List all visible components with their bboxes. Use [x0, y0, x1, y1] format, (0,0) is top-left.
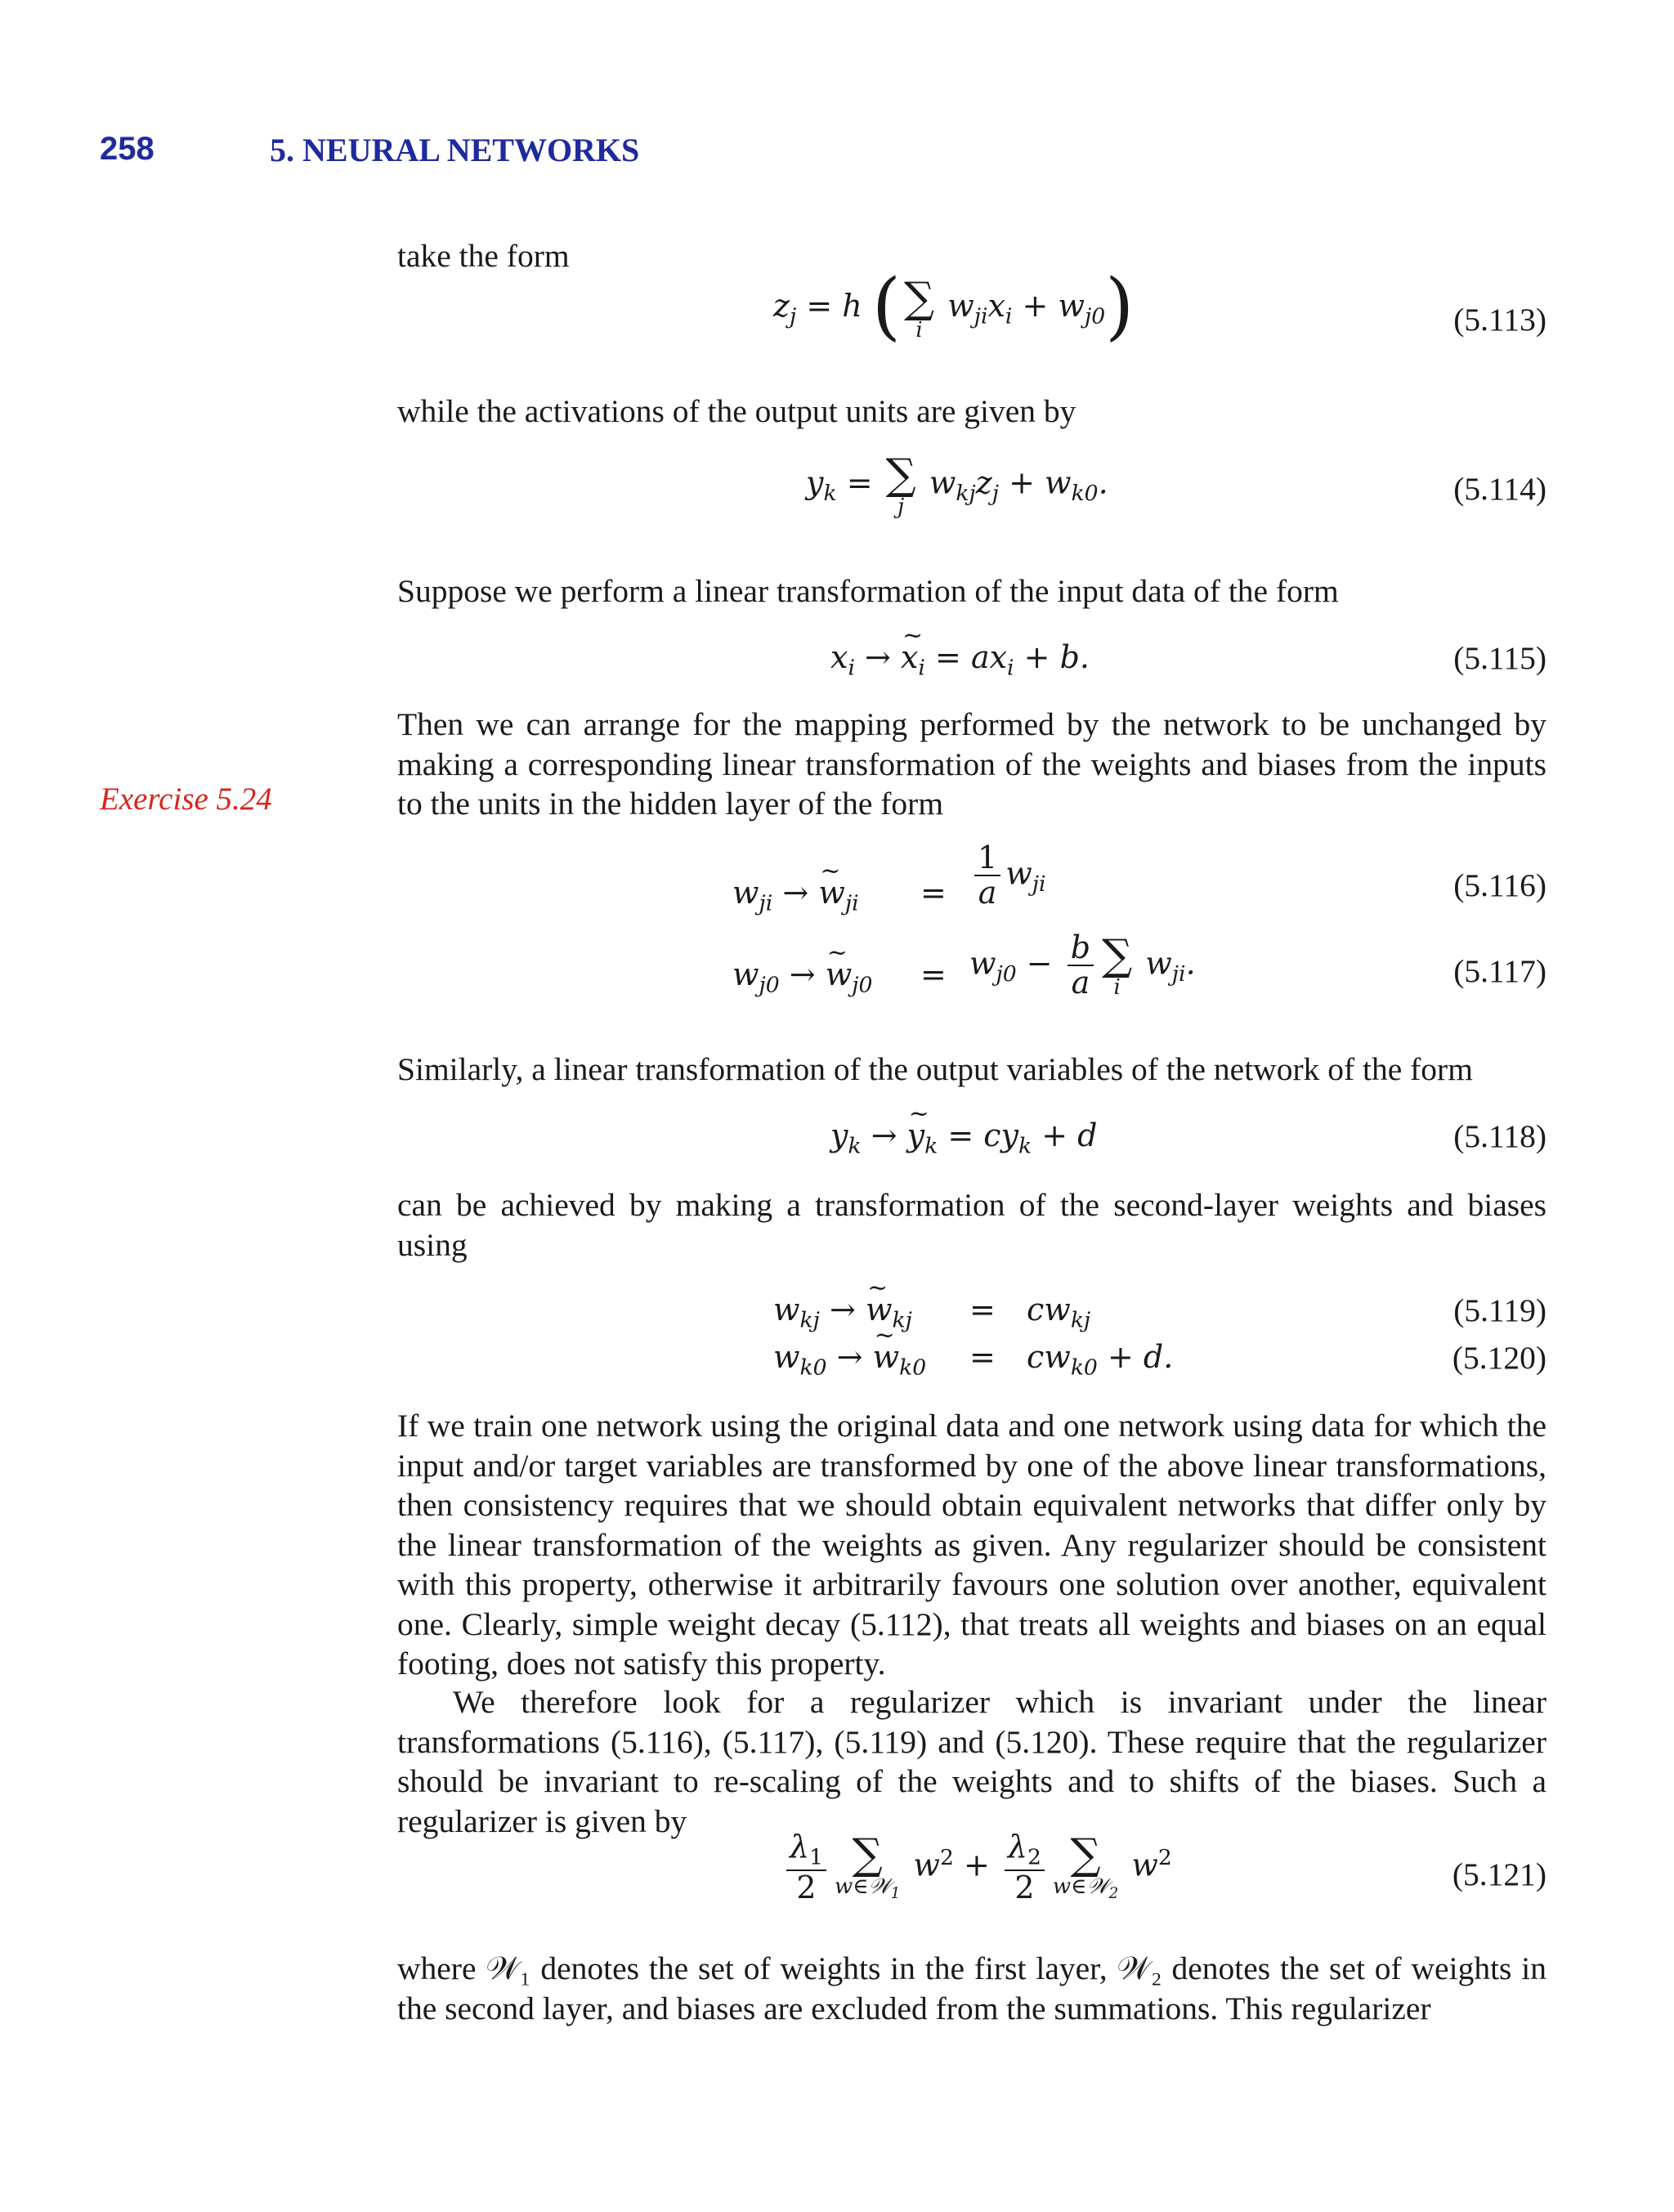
- paragraph-8: We therefore look for a regularizer which is invariant under the linear transformations (5.116), (5.117), (5.119) and (5.120). These require that the regularizer should be invariant to re-scaling of the weights and to shifts of the biases. Such a regularizer is given by: [397, 1684, 1546, 1839]
- paragraph-1: take the form: [397, 238, 570, 274]
- equation-5-116-117: $w_{ji}$ → ~ $w_{ji}$ = $\frac{1}{a}$ $w_{ji}$ (5.116) $w_{j0}$ → ~ $w_{j0}$ = $w_{j0}$ − $\frac{b}{a}$ ∑ i $w_{ji}$. (5.117): [397, 842, 1546, 1038]
- paragraph-7: If we train one network using the original data and one network using data for which the input and/or target variables are transformed by one of the above linear transformations, then consistency requires that we should obtain equivalent networks that differ only by the linear transformation of the weights as given. Any regularizer should be consistent with this property, otherwise it arbitrarily favours one solution over another, equivalent one. Clearly, simple weight decay (5.112), that treats all weights and biases on an equal footing, does not satisfy this property.: [397, 1408, 1546, 1681]
- equation-5-114: $y_k$ = ∑ j $w_{kj}z_j + w_{k0}$. (5.114): [806, 450, 1546, 519]
- equation-5-115: $x_i$ → ~ $x_i = ax_i + b$. (5.115): [397, 639, 1546, 688]
- exercise-reference[interactable]: Exercise 5.24: [100, 781, 272, 817]
- equation-5-119-120: $w_{kj}$ → ~ $w_{kj}$ = $cw_{kj}$ (5.119) $w_{k0}$ → ~ $w_{k0}$ = $cw_{k0} + d$. (5.120): [397, 1292, 1546, 1390]
- paragraph-4: Then we can arrange for the mapping performed by the network to be unchanged by making a corresponding linear transformation of the weights and biases from the inputs to the units in the hidden layer of the form: [397, 706, 1546, 822]
- page-number: 258: [100, 131, 154, 167]
- paragraph-5: Similarly, a linear transformation of the output variables of the network of the form: [397, 1051, 1473, 1087]
- equation-number: (5.120): [1452, 1340, 1546, 1376]
- equation-number: (5.117): [1453, 953, 1546, 989]
- equation-5-113: $z_j = h$ ( ∑ i $w_{ji}x_i + w_{j0}$) (5.113): [773, 263, 1546, 349]
- equation-number: (5.119): [1453, 1292, 1546, 1328]
- equation-number: (5.116): [1453, 867, 1546, 903]
- equation-5-121: $\frac{\lambda_1}{2}$ ∑ w∈𝒲$_1$ $w^2$ + $\frac{\lambda_2}{2}$ ∑ w∈𝒲$_2$ $w^2$ (5.121): [397, 1831, 1546, 1937]
- equation-number: (5.113): [1453, 302, 1546, 338]
- paragraph-6: can be achieved by making a transformation of the second-layer weights and biases using: [397, 1187, 1546, 1263]
- chapter-title: 5. NEURAL NETWORKS: [270, 132, 640, 168]
- equation-number: (5.118): [1453, 1118, 1546, 1154]
- paragraph-9: where 𝒲₁ denotes the set of weights in the first layer, 𝒲₂ denotes the set of weights in the second layer, and biases are excluded from the summations. This regularizer: [397, 1950, 1546, 2026]
- equation-number: (5.121): [1452, 1856, 1546, 1892]
- paragraph-3: Suppose we perform a linear transformation of the input data of the form: [397, 573, 1339, 609]
- equation-5-118: $y_k$ → ~ $y_k = cy_k + d$ (5.118): [397, 1117, 1546, 1166]
- equation-number: (5.115): [1453, 640, 1546, 676]
- paragraph-2: while the activations of the output units are given by: [397, 393, 1076, 429]
- equation-number: (5.114): [1453, 471, 1546, 507]
